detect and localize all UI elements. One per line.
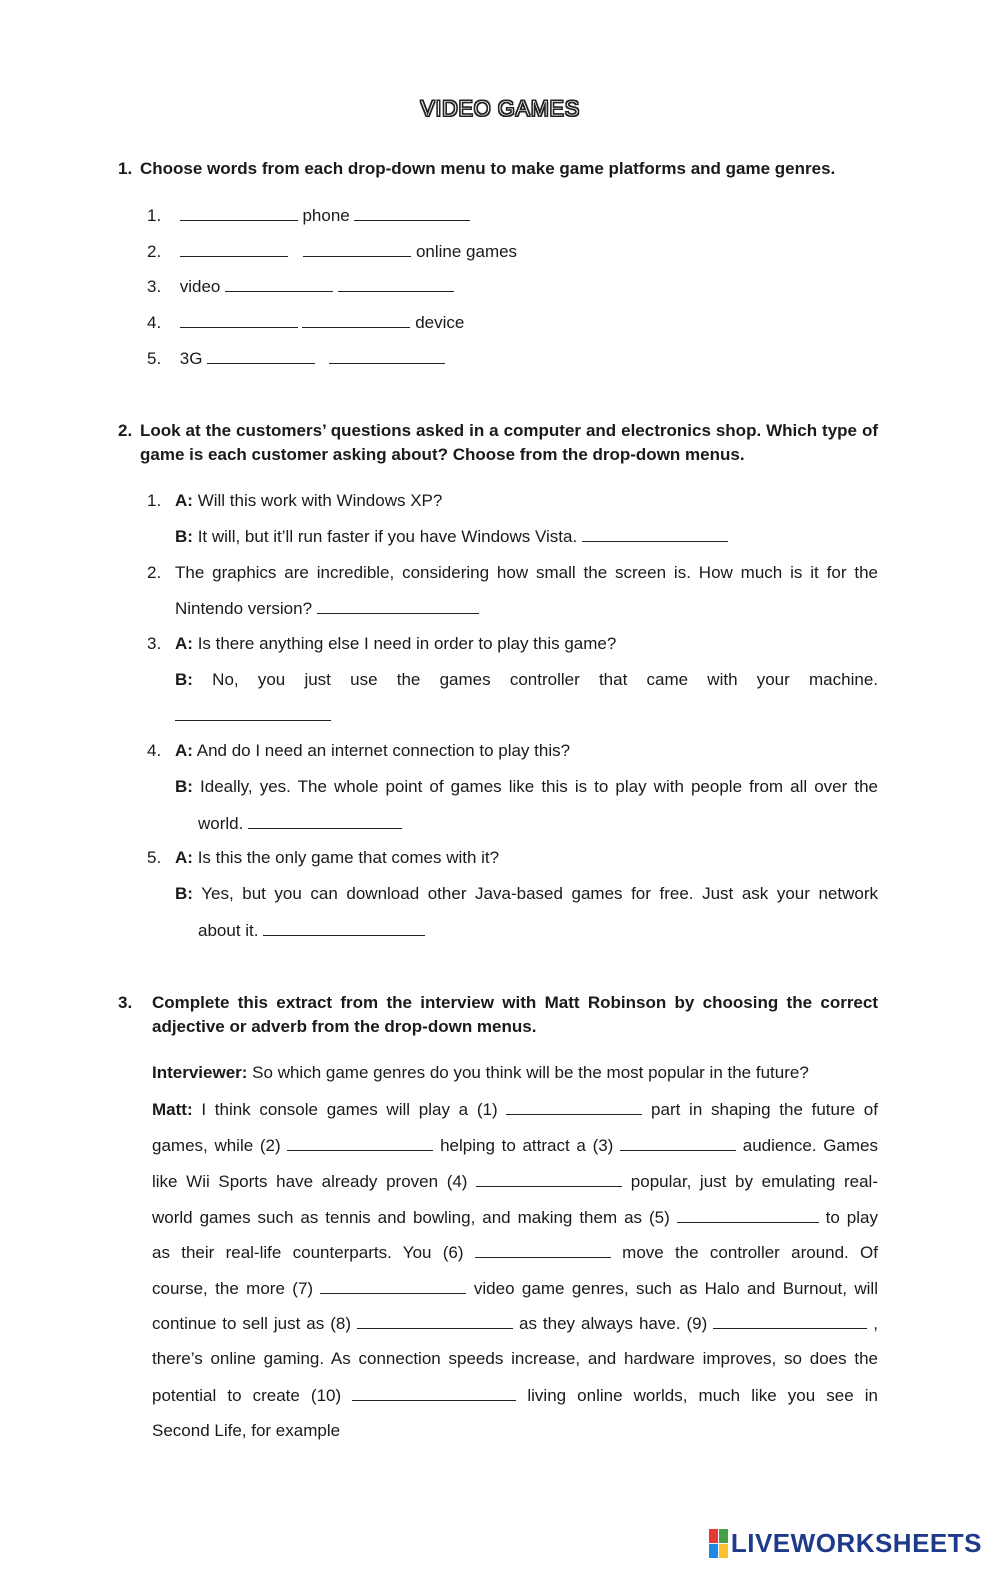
item-number: 3. <box>147 634 162 653</box>
item-word: device <box>415 313 465 332</box>
dropdown-blank[interactable] <box>175 704 331 721</box>
section-2-text-line-2: game is each customer asking about? Choose from the drop-down menus. <box>140 445 745 464</box>
s2-q4-a <box>147 740 570 762</box>
section-2-heading <box>118 419 878 467</box>
matt-line-9 <box>152 1384 878 1407</box>
matt-line-2 <box>152 1134 878 1157</box>
matt-label: Matt: <box>152 1100 193 1119</box>
paragraph-text: helping to attract a (3) <box>440 1136 614 1155</box>
item-number: 1. <box>147 206 162 225</box>
paragraph-text: continue to sell just as (8) <box>152 1314 352 1333</box>
s2-q5-a <box>147 847 499 869</box>
paragraph-text: video game genres, such as Halo and Burnout, will <box>473 1279 878 1298</box>
item-number: 5. <box>147 848 162 867</box>
s2-q3-a <box>147 633 616 655</box>
s2-q3-blank-line <box>175 704 331 727</box>
section-3-heading <box>118 991 878 1039</box>
dropdown-blank[interactable] <box>329 347 445 364</box>
section-1-text: Choose words from each drop-down menu to make game platforms and game genres. <box>140 159 836 178</box>
dropdown-blank-9[interactable] <box>713 1312 867 1329</box>
dropdown-blank[interactable] <box>582 525 728 542</box>
item-number: 5. <box>147 349 162 368</box>
item-number: 4. <box>147 313 162 332</box>
paragraph-text: living online worlds, much like you see in <box>527 1386 878 1405</box>
question-text: The graphics are incredible, considering how small the screen is. How much is it for the <box>175 563 878 582</box>
interviewer-label: Interviewer: <box>152 1063 248 1082</box>
section-3-text-line-2: adjective or adverb from the drop-down menus. <box>152 1017 537 1036</box>
s2-q2-line-2 <box>175 597 479 620</box>
item-number: 1. <box>147 491 162 510</box>
item-number: 2. <box>147 563 162 582</box>
dropdown-blank-7[interactable] <box>320 1277 466 1294</box>
section-1-number: 1. <box>118 159 133 178</box>
item-number: 4. <box>147 741 162 760</box>
s2-q1-a <box>147 490 442 512</box>
logo-square-icon <box>709 1544 718 1558</box>
paragraph-text: Second Life, for example <box>152 1421 341 1440</box>
dropdown-blank[interactable] <box>302 311 410 328</box>
dropdown-blank-2[interactable] <box>287 1134 433 1151</box>
item-word: phone <box>302 206 350 225</box>
paragraph-text: as they always have. (9) <box>518 1314 708 1333</box>
paragraph-text: potential to create (10) <box>152 1386 342 1405</box>
paragraph-text: to play <box>825 1208 878 1227</box>
matt-line-5 <box>152 1241 878 1264</box>
paragraph-text: I think console games will play a (1) <box>201 1100 498 1119</box>
s2-q3-b <box>175 669 878 691</box>
dropdown-blank[interactable] <box>180 240 288 257</box>
dropdown-blank[interactable] <box>180 204 298 221</box>
speaker-a-text: Is this the only game that comes with it? <box>197 848 500 867</box>
s1-item-4 <box>147 311 464 334</box>
s1-item-3 <box>147 275 454 298</box>
s2-q5-b-line-2 <box>198 919 425 942</box>
matt-line-10 <box>152 1420 340 1442</box>
item-number: 2. <box>147 242 162 261</box>
s1-item-5 <box>147 347 445 370</box>
item-word: online games <box>415 242 518 261</box>
s2-q2-line-1 <box>147 562 878 584</box>
dropdown-blank-8[interactable] <box>357 1312 513 1329</box>
speaker-a-text: And do I need an internet connection to play this? <box>196 741 571 760</box>
matt-line-8 <box>152 1348 878 1370</box>
dropdown-blank[interactable] <box>263 919 425 936</box>
speaker-b-label: B: <box>175 670 193 689</box>
paragraph-text: there’s online gaming. As connection speeds increase, and hardware improves, so does the <box>152 1349 878 1368</box>
logo-mark-icon <box>709 1529 728 1558</box>
item-word: 3G <box>179 349 203 368</box>
section-1-heading <box>118 157 878 181</box>
speaker-a-label: A: <box>175 848 193 867</box>
speaker-a-text: Will this work with Windows XP? <box>197 491 443 510</box>
dropdown-blank[interactable] <box>338 275 454 292</box>
liveworksheets-logo <box>709 1527 982 1559</box>
page-title: VIDEO GAMES <box>420 96 580 121</box>
section-2-text-line-1: Look at the customers’ questions asked in a computer and electronics shop. Which type of <box>140 421 878 440</box>
speaker-b-label: B: <box>175 777 193 796</box>
dropdown-blank[interactable] <box>180 311 298 328</box>
item-number: 3. <box>147 277 162 296</box>
speaker-b-text: Ideally, yes. The whole point of games like this is to play with people from all over the <box>200 777 878 796</box>
paragraph-text: as their real-life counterparts. You (6) <box>152 1243 464 1262</box>
dropdown-blank[interactable] <box>317 597 479 614</box>
question-text: Nintendo version? <box>175 599 313 618</box>
logo-square-icon <box>719 1544 728 1558</box>
paragraph-text: part in shaping the future of <box>651 1100 878 1119</box>
logo-square-icon <box>719 1529 728 1543</box>
logo-wordmark: LIVEWORKSHEETS <box>730 1527 982 1558</box>
paragraph-text: audience. Games <box>742 1136 878 1155</box>
matt-line-3 <box>152 1170 878 1193</box>
paragraph-text: course, the more (7) <box>152 1279 314 1298</box>
dropdown-blank-1[interactable] <box>506 1098 642 1115</box>
paragraph-text: world games such as tennis and bowling, and making them as (5) <box>152 1208 670 1227</box>
section-2-number: 2. <box>118 421 133 440</box>
s2-q4-b-line-1 <box>175 776 878 798</box>
logo-square-icon <box>709 1529 718 1543</box>
matt-line-1 <box>152 1098 878 1121</box>
speaker-a-label: A: <box>175 741 193 760</box>
dropdown-blank-5[interactable] <box>677 1206 819 1223</box>
section-3-text-line-1: Complete this extract from the interview with Matt Robinson by choosing the correct <box>152 993 878 1012</box>
s2-q1-b <box>175 525 728 548</box>
dropdown-blank-4[interactable] <box>476 1170 622 1187</box>
interviewer-text: So which game genres do you think will be the most popular in the future? <box>252 1063 809 1082</box>
matt-line-6 <box>152 1277 878 1300</box>
speaker-a-label: A: <box>175 634 193 653</box>
dropdown-blank-10[interactable] <box>352 1384 516 1401</box>
section-3-number: 3. <box>118 993 133 1012</box>
dropdown-blank[interactable] <box>207 347 315 364</box>
s1-item-1 <box>147 204 470 227</box>
speaker-a-text: Is there anything else I need in order to play this game? <box>197 634 617 653</box>
dropdown-blank[interactable] <box>303 240 411 257</box>
speaker-b-label: B: <box>175 527 193 546</box>
matt-line-4 <box>152 1206 878 1229</box>
dropdown-blank-3[interactable] <box>620 1134 736 1151</box>
speaker-b-text: about it. <box>198 921 259 940</box>
dropdown-blank[interactable] <box>248 812 402 829</box>
interviewer-line <box>152 1062 809 1084</box>
s1-item-2 <box>147 240 517 263</box>
paragraph-text: , <box>873 1314 878 1333</box>
paragraph-text: like Wii Sports have already proven (4) <box>152 1172 468 1191</box>
paragraph-text: popular, just by emulating real- <box>630 1172 878 1191</box>
speaker-b-text: It will, but it’ll run faster if you have Windows Vista. <box>197 527 578 546</box>
speaker-b-text: Yes, but you can download other Java-based games for free. Just ask your network <box>201 884 878 903</box>
paragraph-text: move the controller around. Of <box>622 1243 879 1262</box>
item-word: video <box>179 277 221 296</box>
matt-line-7 <box>152 1312 878 1335</box>
speaker-b-label: B: <box>175 884 193 903</box>
dropdown-blank[interactable] <box>225 275 333 292</box>
s2-q5-b-line-1 <box>175 883 878 905</box>
speaker-b-text: world. <box>198 814 244 833</box>
speaker-b-text: No, you just use the games controller that came with your machine. <box>212 670 878 689</box>
s2-q4-b-line-2 <box>198 812 402 835</box>
dropdown-blank[interactable] <box>354 204 470 221</box>
paragraph-text: games, while (2) <box>152 1136 281 1155</box>
dropdown-blank-6[interactable] <box>475 1241 611 1258</box>
speaker-a-label: A: <box>175 491 193 510</box>
